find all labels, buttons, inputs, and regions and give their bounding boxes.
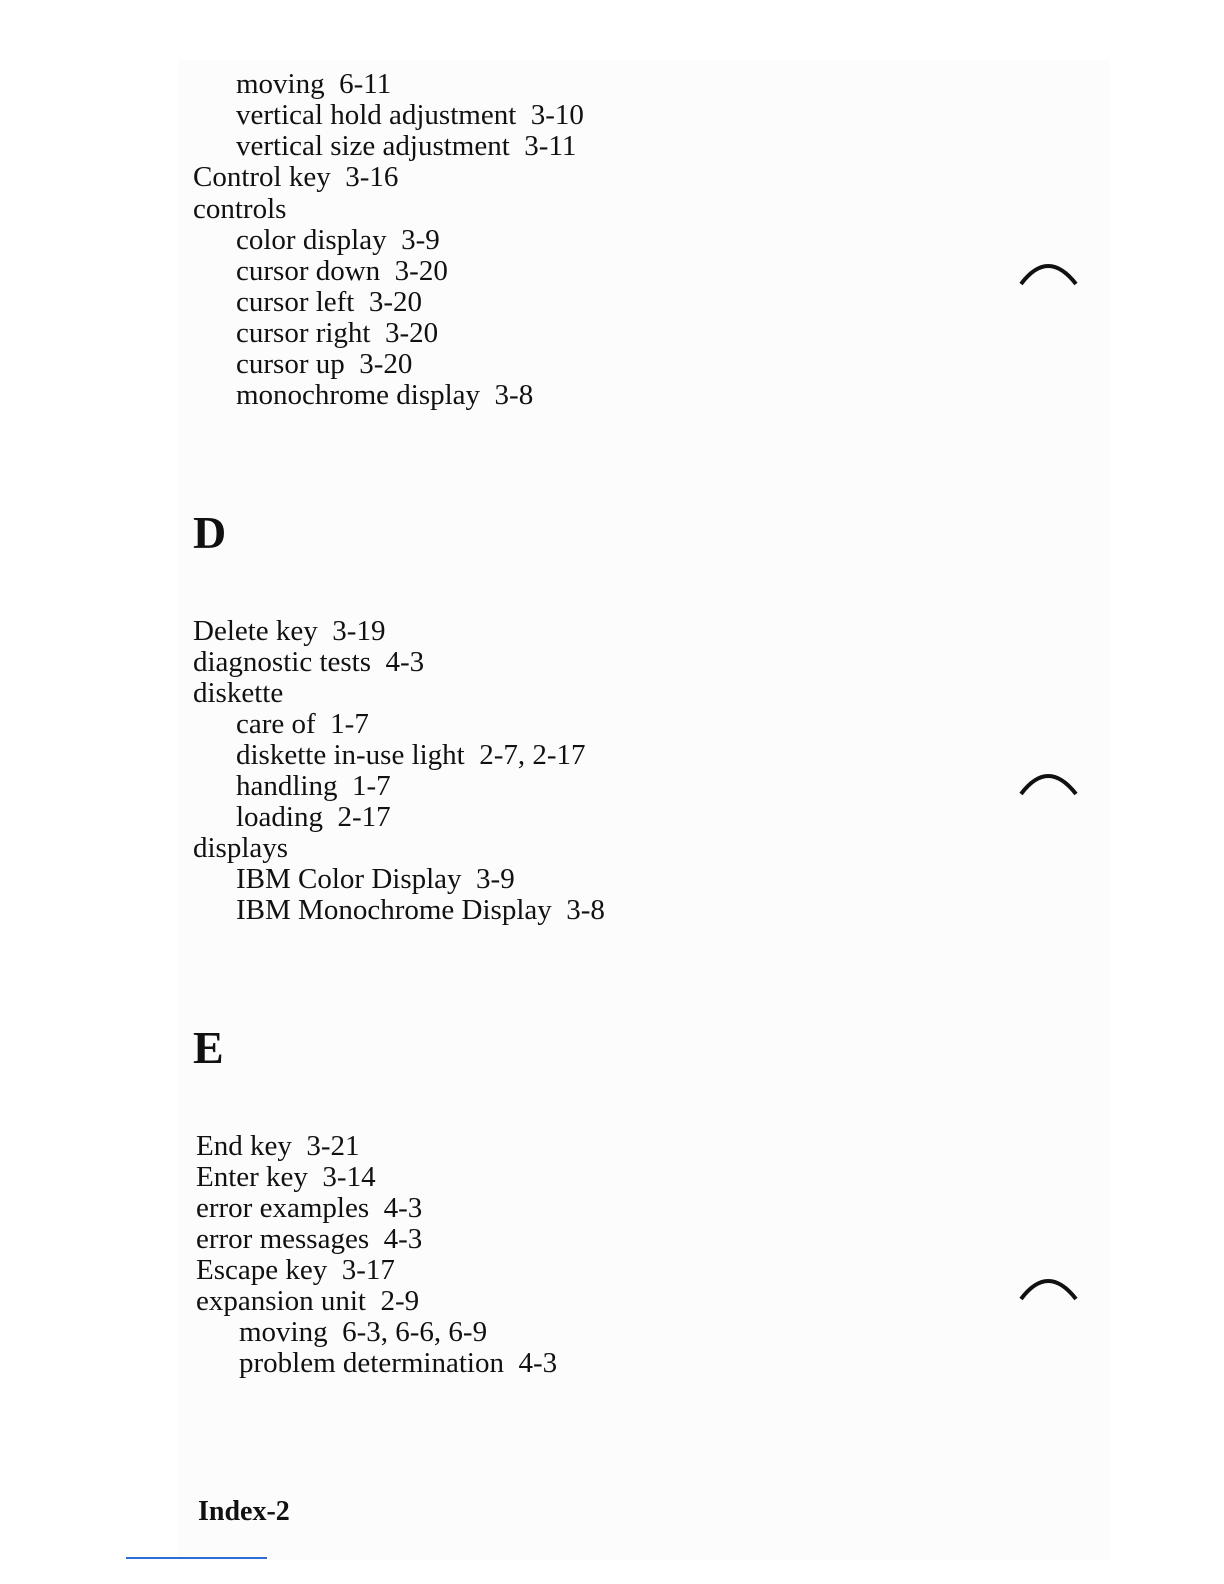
section-letter-heading: D <box>193 507 227 558</box>
index-entry: Enter key 3-14 <box>196 1161 376 1193</box>
index-subentry: cursor up 3-20 <box>236 348 413 380</box>
index-entry: Delete key 3-19 <box>193 615 386 647</box>
index-entry: expansion unit 2-9 <box>196 1285 420 1317</box>
index-subentry: IBM Monochrome Display 3-8 <box>236 894 605 926</box>
index-subentry: care of 1-7 <box>236 708 369 740</box>
index-subentry: cursor left 3-20 <box>236 286 423 318</box>
index-entry: Escape key 3-17 <box>196 1254 395 1286</box>
index-entry: diagnostic tests 4-3 <box>193 646 425 678</box>
index-subentry: IBM Color Display 3-9 <box>236 863 515 895</box>
index-entry: displays <box>193 832 289 864</box>
index-entry: error messages 4-3 <box>196 1223 423 1255</box>
index-entry: error examples 4-3 <box>196 1192 423 1224</box>
index-subentry: cursor down 3-20 <box>236 255 448 287</box>
section-letter-heading: E <box>193 1022 224 1073</box>
punch-hole-icon <box>1018 256 1082 286</box>
punch-hole-icon <box>1018 1271 1082 1301</box>
footer-rule-line <box>126 1557 267 1559</box>
index-subentry: monochrome display 3-8 <box>236 379 534 411</box>
index-entry: Control key 3-16 <box>193 161 399 193</box>
index-entry: End key 3-21 <box>196 1130 360 1162</box>
punch-hole-icon <box>1018 766 1082 796</box>
index-subentry: cursor right 3-20 <box>236 317 439 349</box>
index-subentry: vertical hold adjustment 3-10 <box>236 99 584 131</box>
index-subentry: vertical size adjustment 3-11 <box>236 130 577 162</box>
index-subentry: handling 1-7 <box>236 770 391 802</box>
index-entry: controls <box>193 193 287 225</box>
index-subentry: color display 3-9 <box>236 224 440 256</box>
page-number-label: Index-2 <box>198 1496 290 1527</box>
index-subentry: moving 6-11 <box>236 68 392 100</box>
index-subentry: loading 2-17 <box>236 801 391 833</box>
index-subentry: moving 6-3, 6-6, 6-9 <box>239 1316 488 1348</box>
index-subentry: diskette in-use light 2-7, 2-17 <box>236 739 586 771</box>
index-subentry: problem determination 4-3 <box>239 1347 558 1379</box>
index-entry: diskette <box>193 677 284 709</box>
